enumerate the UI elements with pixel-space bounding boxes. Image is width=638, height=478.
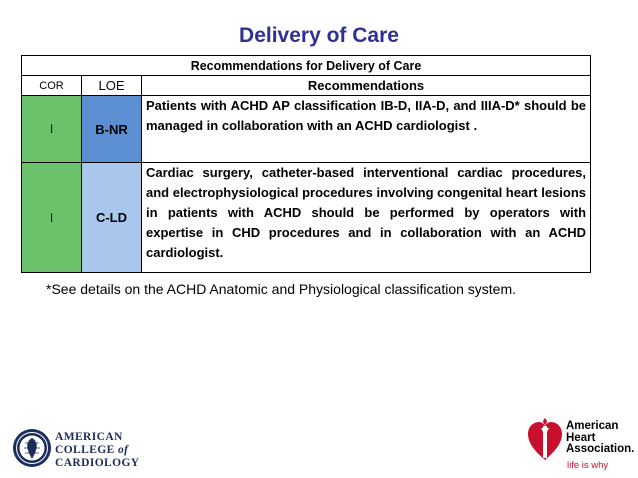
table-row xyxy=(22,96,591,163)
recommendations-table xyxy=(21,55,591,273)
table-caption: Recommendations for Delivery of Care xyxy=(22,56,591,76)
loe-cell: B-NR xyxy=(82,96,142,163)
acc-line2b: of xyxy=(117,444,129,456)
aha-line2: Heart xyxy=(566,431,596,444)
aha-tagline: life is why xyxy=(567,460,609,471)
header-cor: COR xyxy=(22,76,82,96)
header-recommendations: Recommendations xyxy=(142,76,591,96)
aha-line3: Association. xyxy=(566,443,635,455)
cor-cell: I xyxy=(22,96,82,163)
recommendation-text: Patients with ACHD AP classification IB-D, IIA-D, and IIIA-D* should be managed in collaboration with an ACHD cardiologist . xyxy=(142,96,591,163)
acc-line1: AMERICAN xyxy=(55,431,123,443)
loe-cell: C-LD xyxy=(82,163,142,273)
recommendation-text: Cardiac surgery, catheter-based interventional cardiac procedures, and electrophysiological procedures involving congenital heart lesions in patients with ACHD should be performed by operators with expertise in CHD procedures and in collaboration with an ACHD cardiologist. xyxy=(142,163,591,273)
aha-logo xyxy=(526,416,636,474)
footnote: *See details on the ACHD Anatomic and Physiological classification system. xyxy=(46,281,517,297)
table-row xyxy=(22,163,591,273)
acc-logo xyxy=(12,428,152,472)
acc-line3: CARDIOLOGY xyxy=(55,457,140,469)
header-loe: LOE xyxy=(82,76,142,96)
acc-seal-icon xyxy=(12,428,52,468)
cor-cell: I xyxy=(22,163,82,273)
heart-torch-icon xyxy=(526,416,564,462)
acc-line2a: COLLEGE xyxy=(55,444,115,456)
slide-title: Delivery of Care xyxy=(239,24,399,47)
aha-line1: American xyxy=(566,420,619,432)
